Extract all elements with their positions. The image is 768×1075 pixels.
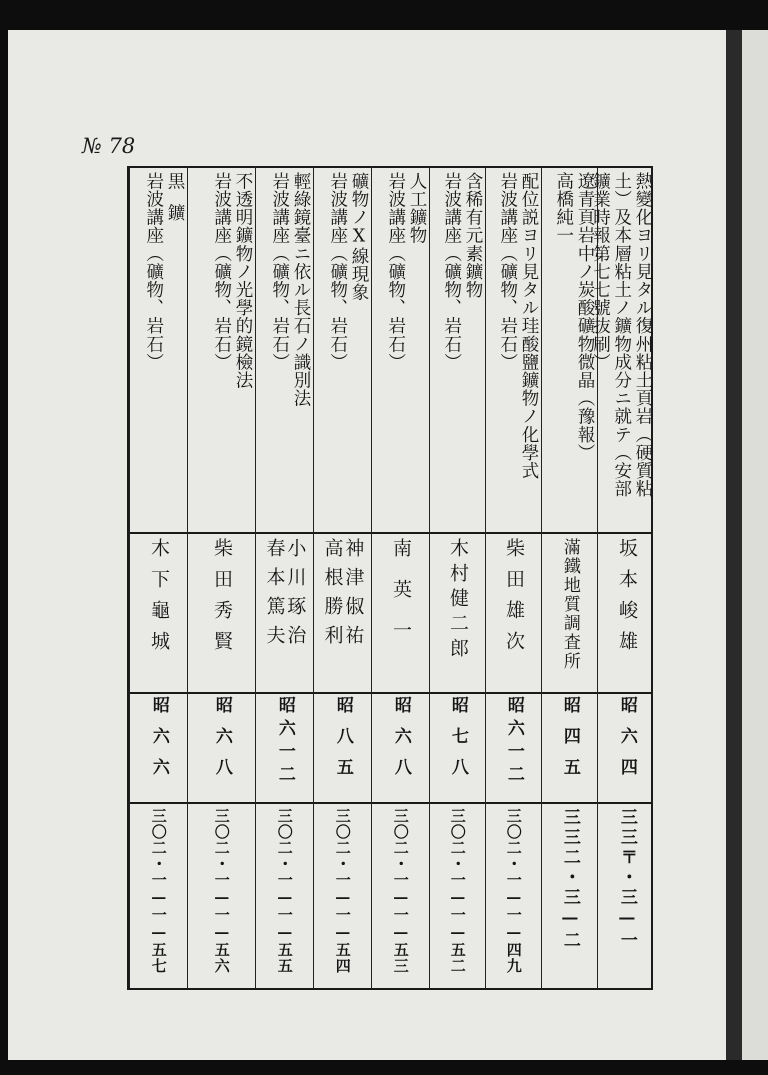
record-author <box>486 538 541 688</box>
record-title <box>542 172 597 532</box>
title-line: 黒鑛 <box>165 172 185 235</box>
number-value: 三〇二・一—一—五四 <box>333 808 352 974</box>
title-line: 岩波講座（礦物、岩石） <box>497 172 518 372</box>
record-number <box>256 808 313 990</box>
title-line: 遼青頁岩中ノ炭酸礦物微晶（豫報） <box>575 172 595 462</box>
record-title <box>590 172 655 532</box>
table-row <box>129 166 187 988</box>
date-value: 昭六六 <box>148 696 169 789</box>
record-title <box>430 172 485 532</box>
title-line: 鑛業時報第七七號抜刷） <box>590 172 611 372</box>
record-number <box>314 808 371 990</box>
title-line: 岩波講座（礦物、岩石） <box>385 172 406 372</box>
record-number <box>372 808 429 990</box>
date-value: 昭六八 <box>390 696 411 789</box>
table-row <box>541 166 597 988</box>
table-row <box>313 166 371 988</box>
author-name: 春本篤夫 <box>263 538 286 654</box>
number-value: 三〇二・一—一—五五 <box>275 808 294 974</box>
record-author <box>256 538 313 688</box>
record-title <box>486 172 541 532</box>
author-name: 坂本峻雄 <box>615 538 638 662</box>
record-title <box>130 172 187 532</box>
title-line: 礦物ノX線現象 <box>349 172 369 302</box>
author-name: 高根勝利 <box>321 538 344 654</box>
record-date <box>486 696 541 800</box>
title-line: 土）及本層粘土ノ鑛物成分ニ就テ（安部 <box>611 172 632 498</box>
record-number <box>430 808 485 990</box>
record-number <box>188 808 255 990</box>
record-author <box>542 538 597 688</box>
table-row <box>429 166 485 988</box>
table-row <box>485 166 541 988</box>
author-name: 滿鐵地質調査所 <box>559 538 580 671</box>
table-row <box>371 166 429 988</box>
record-author <box>430 538 485 688</box>
catalog-table <box>127 166 653 990</box>
page-binding <box>726 30 742 1060</box>
title-line: 不透明鑛物ノ光學的鏡檢法 <box>233 172 253 390</box>
record-date <box>430 696 485 800</box>
record-title <box>372 172 429 532</box>
title-line: 配位説ヨリ見タル珪酸鹽鑛物ノ化學式 <box>519 172 539 480</box>
record-date <box>130 696 187 800</box>
table-row <box>187 166 255 988</box>
author-name: 小川琢治 <box>284 538 307 654</box>
record-date <box>372 696 429 800</box>
title-line: 岩波講座（礦物、岩石） <box>211 172 232 372</box>
record-author <box>372 538 429 688</box>
record-date <box>314 696 371 800</box>
date-value: 昭八五 <box>332 696 353 789</box>
record-number <box>130 808 187 990</box>
date-value: 昭六一二 <box>503 696 524 788</box>
record-author <box>188 538 255 688</box>
record-date <box>256 696 313 800</box>
record-title <box>188 172 255 532</box>
table-row <box>590 166 655 988</box>
author-name: 木村健二郎 <box>446 538 469 663</box>
record-author <box>130 538 187 688</box>
record-date <box>188 696 255 800</box>
date-value: 昭六一二 <box>274 696 295 788</box>
title-line: 岩波講座（礦物、岩石） <box>143 172 164 372</box>
record-number <box>598 808 655 990</box>
record-title <box>314 172 371 532</box>
title-line: 岩波講座（礦物、岩石） <box>441 172 462 372</box>
date-value: 昭七八 <box>447 696 468 789</box>
author-name: 南英一 <box>389 538 412 661</box>
record-number <box>486 808 541 990</box>
date-value: 昭四五 <box>559 696 580 789</box>
record-author <box>314 538 371 688</box>
title-line: 岩波講座（礦物、岩石） <box>327 172 348 372</box>
number-value: 三〇二・一—一—五二 <box>448 808 467 974</box>
title-line: 人工鑛物 <box>407 172 427 245</box>
date-value: 昭六八 <box>211 696 232 789</box>
page-number: № 78 <box>82 134 136 158</box>
author-name: 木下龜城 <box>147 538 170 662</box>
title-line: 岩波講座（礦物、岩石） <box>269 172 290 372</box>
adjacent-page-edge <box>742 30 768 1060</box>
record-date <box>542 696 597 800</box>
number-value: 三〇二・一—一—四九 <box>504 808 523 974</box>
title-line: 含稀有元素鑛物 <box>463 172 483 299</box>
number-value: 三〇二・一—一—五三 <box>391 808 410 974</box>
record-number <box>542 808 597 990</box>
title-line: 輕綠鏡臺ニ依ル長石ノ識別法 <box>291 172 311 408</box>
number-value: 三三〒・三—一 <box>616 808 637 951</box>
number-value: 三〇二・一—一—五六 <box>212 808 231 974</box>
date-value: 昭六四 <box>616 696 637 789</box>
number-value: 三〇二・一—一—五七 <box>149 808 168 974</box>
author-name: 神津俶祐 <box>342 538 365 654</box>
title-line: 熱變化ヨリ見タル復州粘土頁岩（硬質粘 <box>633 172 653 498</box>
record-author <box>598 538 655 688</box>
table-row <box>255 166 313 988</box>
title-line: 高橋純一 <box>553 172 574 245</box>
record-date <box>598 696 655 800</box>
author-name: 柴田雄次 <box>502 538 525 662</box>
author-name: 柴田秀賢 <box>210 538 233 662</box>
number-value: 三三二・三—二 <box>559 808 580 951</box>
record-title <box>256 172 313 532</box>
